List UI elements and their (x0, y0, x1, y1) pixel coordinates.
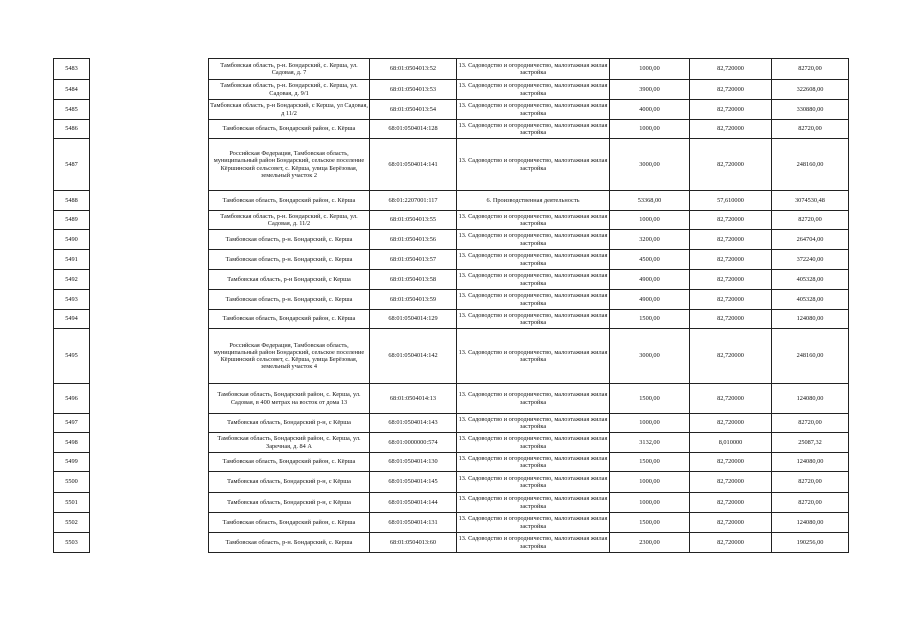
area-cell: 1000,00 (610, 211, 690, 230)
cadastral-cost-cell: 330880,00 (772, 100, 849, 120)
cadastral-cost-cell: 82720,00 (772, 59, 849, 80)
land-use-cell: 13. Садоводство и огородничество, малоэтажная жилая застройка (457, 513, 610, 533)
address-cell: Тамбовская область, р-н. Бондарский, с. Керша (209, 290, 370, 310)
rate-cell: 82,720000 (690, 384, 772, 414)
land-use-cell: 13. Садоводство и огородничество, малоэтажная жилая застройка (457, 453, 610, 472)
area-cell: 1000,00 (610, 414, 690, 433)
address-cell: Тамбовская область, Бондарский р-н, с Кёрша (209, 414, 370, 433)
cadastral-cost-cell: 248160,00 (772, 139, 849, 191)
area-cell: 1500,00 (610, 384, 690, 414)
cadastral-number-cell: 68:01:0504013:52 (370, 59, 457, 80)
area-cell: 1000,00 (610, 59, 690, 80)
cadastral-cost-cell: 124080,00 (772, 310, 849, 329)
table-body (54, 59, 849, 553)
spacer-cell (90, 414, 209, 433)
cadastral-cost-cell: 248160,00 (772, 329, 849, 384)
row-number: 5486 (54, 120, 90, 139)
table-row (54, 533, 849, 553)
land-use-cell: 13. Садоводство и огородничество, малоэтажная жилая застройка (457, 250, 610, 270)
row-number: 5494 (54, 310, 90, 329)
area-cell: 1500,00 (610, 453, 690, 472)
cadastral-number-cell: 68:01:0000000:574 (370, 433, 457, 453)
cadastral-number-cell: 68:01:0504013:56 (370, 230, 457, 250)
cadastral-cost-cell: 25087,32 (772, 433, 849, 453)
rate-cell: 82,720000 (690, 414, 772, 433)
table-row (54, 493, 849, 513)
address-cell: Тамбовская область, р-н. Бондарский, с. Керша, ул. Садовая, д. 11/2 (209, 211, 370, 230)
spacer-cell (90, 533, 209, 553)
cadastral-number-cell: 68:01:0504014:141 (370, 139, 457, 191)
cadastral-cost-cell: 3074530,48 (772, 191, 849, 211)
cadastral-number-cell: 68:01:0504014:145 (370, 472, 457, 493)
cadastral-number-cell: 68:01:0504014:131 (370, 513, 457, 533)
spacer-cell (90, 270, 209, 290)
address-cell: Тамбовская область, Бондарский р-н, с Кёрша (209, 493, 370, 513)
cadastral-number-cell: 68:01:0504013:58 (370, 270, 457, 290)
cadastral-cost-cell: 82720,00 (772, 493, 849, 513)
spacer-cell (90, 384, 209, 414)
cadastral-cost-cell: 405328,00 (772, 290, 849, 310)
cadastral-cost-cell: 124080,00 (772, 384, 849, 414)
rate-cell: 82,720000 (690, 120, 772, 139)
land-use-cell: 13. Садоводство и огородничество, малоэтажная жилая застройка (457, 80, 610, 100)
area-cell: 1500,00 (610, 310, 690, 329)
table-row (54, 290, 849, 310)
address-cell: Российская Федерация, Тамбовская область, муниципальный район Бондарский, сельское поселение Кёршинский сельсовет, с. Кёрша, улица Берёзовая, земельный участок 2 (209, 139, 370, 191)
cadastral-cost-cell: 190256,00 (772, 533, 849, 553)
spacer-cell (90, 100, 209, 120)
cadastral-number-cell: 68:01:0504014:142 (370, 329, 457, 384)
row-number: 5503 (54, 533, 90, 553)
area-cell: 1000,00 (610, 472, 690, 493)
rate-cell: 82,720000 (690, 230, 772, 250)
cadastral-number-cell: 68:01:0504013:57 (370, 250, 457, 270)
row-number: 5490 (54, 230, 90, 250)
rate-cell: 57,610000 (690, 191, 772, 211)
area-cell: 1000,00 (610, 493, 690, 513)
address-cell: Тамбовская область, Бондарский р-н, с Кёрша (209, 472, 370, 493)
address-cell: Тамбовская область, Бондарский район, с. Кёрша (209, 191, 370, 211)
rate-cell: 82,720000 (690, 211, 772, 230)
cadastral-value-table (53, 58, 849, 553)
area-cell: 1500,00 (610, 513, 690, 533)
spacer-cell (90, 120, 209, 139)
row-number: 5485 (54, 100, 90, 120)
table-row (54, 472, 849, 493)
row-number: 5483 (54, 59, 90, 80)
land-use-cell: 13. Садоводство и огородничество, малоэтажная жилая застройка (457, 310, 610, 329)
spacer-cell (90, 230, 209, 250)
rate-cell: 82,720000 (690, 139, 772, 191)
rate-cell: 82,720000 (690, 329, 772, 384)
row-number: 5496 (54, 384, 90, 414)
table-row (54, 230, 849, 250)
rate-cell: 82,720000 (690, 290, 772, 310)
cadastral-cost-cell: 264704,00 (772, 230, 849, 250)
cadastral-number-cell: 68:01:2207001:117 (370, 191, 457, 211)
row-number: 5499 (54, 453, 90, 472)
cadastral-cost-cell: 124080,00 (772, 513, 849, 533)
row-number: 5501 (54, 493, 90, 513)
rate-cell: 82,720000 (690, 493, 772, 513)
row-number: 5487 (54, 139, 90, 191)
address-cell: Тамбовская область, Бондарский район, с. Кёрша (209, 120, 370, 139)
spacer-cell (90, 250, 209, 270)
land-use-cell: 13. Садоводство и огородничество, малоэтажная жилая застройка (457, 290, 610, 310)
spacer-cell (90, 433, 209, 453)
area-cell: 3132,00 (610, 433, 690, 453)
address-cell: Российская Федерация, Тамбовская область, муниципальный район Бондарский, сельское поселение Кёршинский сельсовет, с. Кёрша, улица Берёзовая, земельный участок 4 (209, 329, 370, 384)
rate-cell: 82,720000 (690, 80, 772, 100)
row-number: 5493 (54, 290, 90, 310)
row-number: 5500 (54, 472, 90, 493)
spacer-cell (90, 59, 209, 80)
rate-cell: 82,720000 (690, 453, 772, 472)
area-cell: 1000,00 (610, 120, 690, 139)
rate-cell: 82,720000 (690, 513, 772, 533)
land-use-cell: 13. Садоводство и огородничество, малоэтажная жилая застройка (457, 433, 610, 453)
area-cell: 2300,00 (610, 533, 690, 553)
spacer-cell (90, 472, 209, 493)
rate-cell: 82,720000 (690, 533, 772, 553)
spacer-cell (90, 290, 209, 310)
row-number: 5484 (54, 80, 90, 100)
cadastral-number-cell: 68:01:0504014:129 (370, 310, 457, 329)
rate-cell: 82,720000 (690, 270, 772, 290)
row-number: 5492 (54, 270, 90, 290)
table-row (54, 139, 849, 191)
address-cell: Тамбовская область, р-н Бондарский, с Керша, ул Садовая, д 11/2 (209, 100, 370, 120)
cadastral-number-cell: 68:01:0504013:59 (370, 290, 457, 310)
cadastral-cost-cell: 124080,00 (772, 453, 849, 472)
cadastral-number-cell: 68:01:0504014:13 (370, 384, 457, 414)
spacer-cell (90, 191, 209, 211)
address-cell: Тамбовская область, р-н Бондарский, с Керша (209, 270, 370, 290)
row-number: 5491 (54, 250, 90, 270)
area-cell: 3000,00 (610, 139, 690, 191)
spacer-cell (90, 80, 209, 100)
land-use-cell: 13. Садоводство и огородничество, малоэтажная жилая застройка (457, 493, 610, 513)
land-use-cell: 13. Садоводство и огородничество, малоэтажная жилая застройка (457, 230, 610, 250)
row-number: 5488 (54, 191, 90, 211)
land-use-cell: 13. Садоводство и огородничество, малоэтажная жилая застройка (457, 472, 610, 493)
spacer-cell (90, 139, 209, 191)
cadastral-cost-cell: 405328,00 (772, 270, 849, 290)
cadastral-number-cell: 68:01:0504013:53 (370, 80, 457, 100)
rate-cell: 82,720000 (690, 250, 772, 270)
cadastral-number-cell: 68:01:0504014:144 (370, 493, 457, 513)
rate-cell: 82,720000 (690, 100, 772, 120)
row-number: 5495 (54, 329, 90, 384)
rate-cell: 82,720000 (690, 59, 772, 80)
cadastral-number-cell: 68:01:0504013:54 (370, 100, 457, 120)
table-row (54, 100, 849, 120)
address-cell: Тамбовская область, р-н. Бондарский, с. Керша, ул. Садовая, д. 7 (209, 59, 370, 80)
land-use-cell: 13. Садоводство и огородничество, малоэтажная жилая застройка (457, 100, 610, 120)
table-row (54, 414, 849, 433)
cadastral-number-cell: 68:01:0504014:130 (370, 453, 457, 472)
spacer-cell (90, 493, 209, 513)
table-row (54, 433, 849, 453)
address-cell: Тамбовская область, Бондарский район, с. Кёрша (209, 310, 370, 329)
address-cell: Тамбовская область, р-н. Бондарский, с. Керша (209, 230, 370, 250)
land-use-cell: 13. Садоводство и огородничество, малоэтажная жилая застройка (457, 270, 610, 290)
address-cell: Тамбовская область, Бондарский район, с. Керша, ул. Заречная, д. 84 А (209, 433, 370, 453)
address-cell: Тамбовская область, р-н. Бондарский, с. Керша (209, 250, 370, 270)
land-use-cell: 13. Садоводство и огородничество, малоэтажная жилая застройка (457, 533, 610, 553)
address-cell: Тамбовская область, Бондарский район, с. Кёрша (209, 453, 370, 472)
table-row (54, 270, 849, 290)
table-row (54, 191, 849, 211)
land-use-cell: 13. Садоводство и огородничество, малоэтажная жилая застройка (457, 329, 610, 384)
cadastral-cost-cell: 82720,00 (772, 211, 849, 230)
cadastral-cost-cell: 322608,00 (772, 80, 849, 100)
row-number: 5497 (54, 414, 90, 433)
table-row (54, 384, 849, 414)
land-use-cell: 13. Садоводство и огородничество, малоэтажная жилая застройка (457, 414, 610, 433)
area-cell: 3900,00 (610, 80, 690, 100)
row-number: 5498 (54, 433, 90, 453)
land-use-cell: 6. Производственная деятельность (457, 191, 610, 211)
spacer-cell (90, 329, 209, 384)
table-row (54, 513, 849, 533)
area-cell: 4900,00 (610, 270, 690, 290)
table-row (54, 80, 849, 100)
table-row (54, 250, 849, 270)
land-use-cell: 13. Садоводство и огородничество, малоэтажная жилая застройка (457, 59, 610, 80)
table-row (54, 453, 849, 472)
address-cell: Тамбовская область, р-н. Бондарский, с. Керша, ул. Садовая, д. 9/1 (209, 80, 370, 100)
area-cell: 4900,00 (610, 290, 690, 310)
address-cell: Тамбовская область, р-н. Бондарский, с. Керша (209, 533, 370, 553)
table-row (54, 59, 849, 80)
address-cell: Тамбовская область, Бондарский район, с. Керша, ул. Садовая, в 400 метрах на восток от дома 13 (209, 384, 370, 414)
table-row (54, 120, 849, 139)
land-use-cell: 13. Садоводство и огородничество, малоэтажная жилая застройка (457, 139, 610, 191)
row-number: 5502 (54, 513, 90, 533)
area-cell: 3000,00 (610, 329, 690, 384)
spacer-cell (90, 211, 209, 230)
spacer-cell (90, 310, 209, 329)
land-use-cell: 13. Садоводство и огородничество, малоэтажная жилая застройка (457, 211, 610, 230)
cadastral-cost-cell: 82720,00 (772, 120, 849, 139)
cadastral-number-cell: 68:01:0504013:55 (370, 211, 457, 230)
rate-cell: 82,720000 (690, 472, 772, 493)
cadastral-number-cell: 68:01:0504013:60 (370, 533, 457, 553)
area-cell: 4500,00 (610, 250, 690, 270)
cadastral-cost-cell: 82720,00 (772, 472, 849, 493)
table-row (54, 211, 849, 230)
cadastral-cost-cell: 372240,00 (772, 250, 849, 270)
spacer-cell (90, 513, 209, 533)
land-use-cell: 13. Садоводство и огородничество, малоэтажная жилая застройка (457, 120, 610, 139)
area-cell: 53368,00 (610, 191, 690, 211)
land-use-cell: 13. Садоводство и огородничество, малоэтажная жилая застройка (457, 384, 610, 414)
cadastral-number-cell: 68:01:0504014:143 (370, 414, 457, 433)
area-cell: 3200,00 (610, 230, 690, 250)
address-cell: Тамбовская область, Бондарский район, с. Кёрша (209, 513, 370, 533)
area-cell: 4000,00 (610, 100, 690, 120)
row-number: 5489 (54, 211, 90, 230)
rate-cell: 82,720000 (690, 310, 772, 329)
cadastral-number-cell: 68:01:0504014:128 (370, 120, 457, 139)
rate-cell: 8,010000 (690, 433, 772, 453)
table-row (54, 329, 849, 384)
table-row (54, 310, 849, 329)
cadastral-cost-cell: 82720,00 (772, 414, 849, 433)
spacer-cell (90, 453, 209, 472)
